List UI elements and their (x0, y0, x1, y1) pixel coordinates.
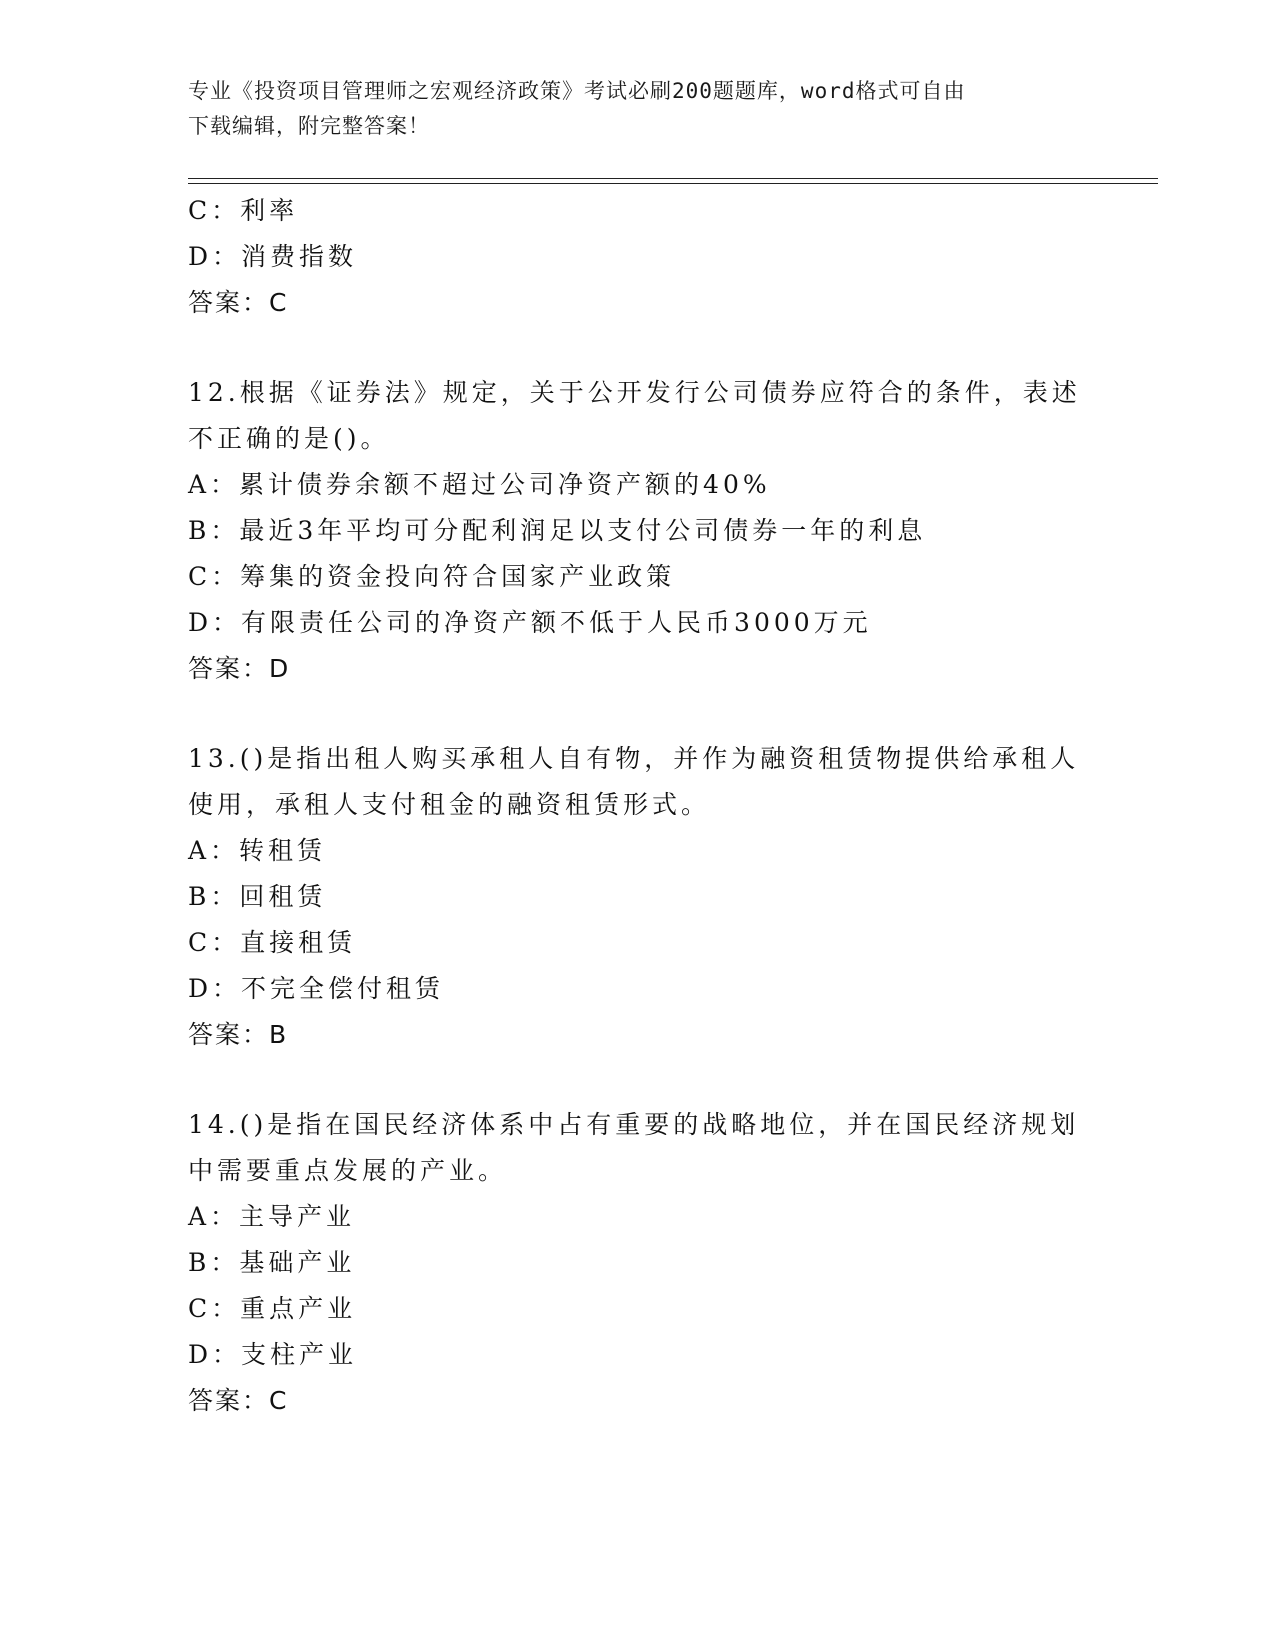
option-a: A：主导产业 (188, 1202, 356, 1231)
question-stem: 12.根据《证券法》规定，关于公开发行公司债券应符合的条件，表述 (188, 378, 1081, 407)
header-divider-bottom (188, 183, 1158, 184)
header-line-2: 下载编辑，附完整答案！ (188, 114, 430, 138)
option-a: A：转租赁 (188, 836, 327, 865)
spacer (188, 1058, 1088, 1102)
question-stem-cont: 中需要重点发展的产业。 (188, 1156, 508, 1185)
option-c: C：重点产业 (188, 1294, 357, 1323)
question-list (188, 188, 1088, 1424)
option-d: D：有限责任公司的净资产额不低于人民币3000万元 (188, 608, 872, 637)
answer: 答案：D (188, 654, 291, 683)
spacer (188, 326, 1088, 370)
answer: 答案：C (188, 1386, 289, 1415)
question-stem: 13.()是指出租人购买承租人自有物，并作为融资租赁物提供给承租人 (188, 744, 1080, 773)
option-d: D：消费指数 (188, 242, 358, 271)
question-11-tail (188, 188, 1088, 326)
option-d: D：支柱产业 (188, 1340, 358, 1369)
header-divider-top (188, 178, 1158, 179)
option-b: B：回租赁 (188, 882, 327, 911)
question-14 (188, 1102, 1088, 1424)
question-stem-cont: 不正确的是()。 (188, 424, 390, 453)
option-c: C：利率 (188, 196, 299, 225)
answer: 答案：B (188, 1020, 289, 1049)
question-stem: 14.()是指在国民经济体系中占有重要的战略地位，并在国民经济规划 (188, 1110, 1080, 1139)
question-13 (188, 736, 1088, 1058)
page-header (188, 74, 1068, 144)
spacer (188, 692, 1088, 736)
option-d: D：不完全偿付租赁 (188, 974, 445, 1003)
option-c: C：直接租赁 (188, 928, 357, 957)
option-b: B：最近3年平均可分配利润足以支付公司债券一年的利息 (188, 516, 927, 545)
answer: 答案：C (188, 288, 289, 317)
header-line-1: 专业《投资项目管理师之宏观经济政策》考试必刷200题题库，word格式可自由 (188, 79, 966, 103)
option-a: A：累计债券余额不超过公司净资产额的40% (188, 470, 771, 499)
option-b: B：基础产业 (188, 1248, 356, 1277)
option-c: C：筹集的资金投向符合国家产业政策 (188, 562, 676, 591)
question-stem-cont: 使用，承租人支付租金的融资租赁形式。 (188, 790, 711, 819)
question-12 (188, 370, 1088, 692)
